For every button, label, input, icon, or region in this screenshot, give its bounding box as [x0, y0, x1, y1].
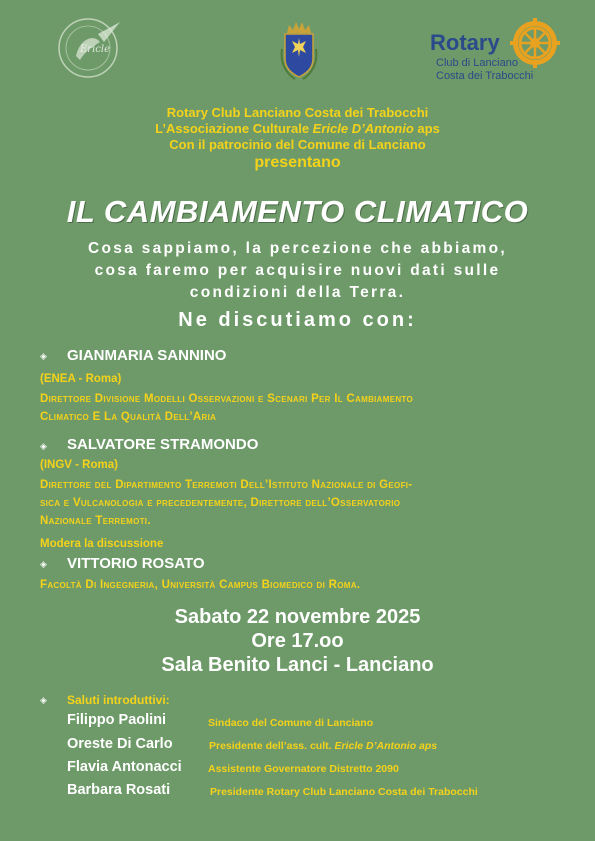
- greeting-2-role: [209, 740, 437, 752]
- event-place: Sala Benito Lanci - Lanciano: [161, 654, 434, 676]
- greeting-3-role: Assistente Governatore Distretto 2090: [208, 763, 399, 775]
- event-subtitle-line-1: Cosa sappiamo, la percezione che abbiamo,: [87, 240, 508, 257]
- ericle-dantonio-association-seal: [54, 16, 128, 80]
- speaker-3-name: VITTORIO ROSATO: [67, 555, 205, 572]
- rotary-club-subtitle: [436, 57, 533, 83]
- speaker-1-role-line-2: Climatico E La Qualità Dell’Aria: [40, 411, 217, 423]
- organizer-line-1: Rotary Club Lanciano Costa dei Trabocchi: [166, 105, 429, 120]
- event-subtitle-line-2: cosa faremo per acquisire nuovi dati sulle: [94, 262, 501, 279]
- event-subtitle-line-3: condizioni della Terra.: [189, 284, 406, 301]
- svg-text:Ericle: Ericle: [80, 44, 110, 55]
- organizer-line-2-italic: Ericle D’Antonio: [312, 121, 414, 136]
- speaker-2-role-line-1: Direttore del Dipartimento Terremoti Dell’Istituto Nazionale di Geofi-: [40, 479, 413, 491]
- rotary-sub-line1: Club di Lanciano: [436, 57, 518, 69]
- organizer-line-3: Con il patrocinio del Comune di Lanciano: [169, 137, 426, 152]
- lanciano-coat-of-arms: [279, 19, 319, 81]
- speaker-2-role-line-2: sica e Vulcanologia e precedentemente, Direttore dell’Osservatorio: [40, 497, 401, 509]
- organizer-line-2-suffix: aps: [413, 121, 440, 136]
- rotary-sub-line2: Costa dei Trabocchi: [436, 70, 534, 82]
- greeting-4-name: Barbara Rosati: [67, 782, 171, 798]
- greeting-2-role-prefix: Presidente dell’ass. cult.: [209, 740, 335, 752]
- greeting-2-role-italic: Ericle D’Antonio aps: [334, 740, 438, 752]
- greeting-1-name: Filippo Paolini: [67, 712, 167, 728]
- discussion-heading: Ne discutiamo con:: [178, 309, 417, 331]
- event-date: Sabato 22 novembre 2025: [174, 606, 421, 628]
- diamond-bullet-icon: ◈: [40, 559, 47, 569]
- diamond-bullet-icon: ◈: [40, 441, 47, 451]
- greeting-3-name: Flavia Antonacci: [67, 759, 182, 775]
- moderator-label: Modera la discussione: [40, 538, 164, 550]
- speaker-2-org: (INGV - Roma): [40, 459, 118, 471]
- event-title: IL CAMBIAMENTO CLIMATICO: [66, 194, 529, 229]
- greeting-2-name: Oreste Di Carlo: [67, 736, 173, 752]
- speaker-2-role-line-3: Nazionale Terremoti.: [40, 515, 151, 527]
- speaker-1-org: (ENEA - Roma): [40, 373, 122, 385]
- greeting-1-role: Sindaco del Comune di Lanciano: [208, 717, 374, 729]
- speaker-2-name: SALVATORE STRAMONDO: [67, 436, 259, 453]
- event-time: Ore 17.oo: [251, 630, 344, 652]
- diamond-bullet-icon: ◈: [40, 695, 47, 705]
- speaker-1-role-line-1: Direttore Divisione Modelli Osservazioni e Scenari Per Il Cambiamento: [40, 393, 414, 405]
- diamond-bullet-icon: ◈: [40, 351, 47, 361]
- speaker-3-role-line-1: Facoltà Di Ingegneria, Università Campus Biomedico di Roma.: [40, 579, 361, 591]
- organizer-line-2: [0, 121, 595, 137]
- rotary-logo-name: Rotary: [430, 30, 500, 55]
- greetings-label: Saluti introduttivi:: [67, 693, 170, 707]
- speaker-1-name: GIANMARIA SANNINO: [67, 347, 227, 364]
- greeting-4-role: Presidente Rotary Club Lanciano Costa dei Trabocchi: [210, 786, 478, 798]
- presentano-label: presentano: [254, 154, 341, 171]
- organizer-line-2-prefix: L’Associazione Culturale: [155, 121, 313, 136]
